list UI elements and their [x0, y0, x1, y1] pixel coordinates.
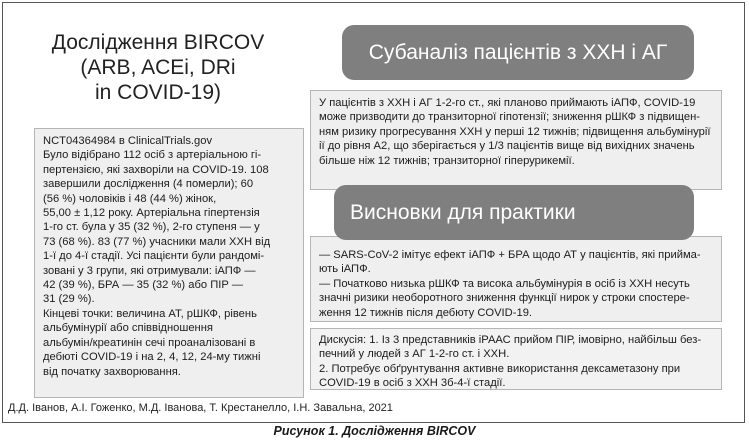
study-details-line: 73 (68 %). 83 (77 %) учасники мали ХХН від: [43, 235, 271, 248]
study-title: [8, 30, 308, 105]
study-details-line: (56 %) чоловіків і 48 (44 %) жінок,: [43, 192, 217, 205]
study-title-line-1: Дослідження BIRCOV: [51, 31, 265, 54]
study-details-line: 42 (39 %), БРА — 35 (32 %) або ПІР —: [43, 279, 244, 292]
study-details-line: NCT04364984 в ClinicalTrials.gov: [43, 135, 213, 147]
subanalysis-line: більше ніж 12 тижнів; транзиторної гіперурикемії.: [319, 154, 575, 167]
study-details-line: Кінцеві точки: величина АТ, рШКФ, рівень: [43, 307, 257, 320]
study-details-line: від початку захворювання.: [43, 365, 181, 378]
authors-credit: Д.Д. Іванов, А.І. Гоженко, М.Д. Іванова, Т. Крестанелло, І.Н. Завальна, 2021: [8, 402, 393, 414]
study-details-line: 31 (29 %).: [43, 293, 95, 306]
study-details-line: альбумінурії або співвідношення: [43, 322, 213, 335]
study-details-line: пертензією, які захворіли на COVID-19. 108: [43, 163, 269, 176]
conclusions-heading: Висновки для практики: [334, 185, 694, 240]
study-details-line: альбумін/креатинін сечі проаналізовані в: [43, 336, 256, 349]
study-details-line: 55,00 ± 1,12 року. Артеріальна гіпертензія: [43, 207, 260, 220]
subanalysis-heading: Субаналіз пацієнтів з ХХН і АГ: [342, 25, 694, 80]
study-title-line-3: in COVID-19): [94, 81, 222, 104]
discussion-line: печний у людей з АГ 1-2-го ст. і ХХН.: [319, 348, 510, 361]
study-details-line: дебюті COVID-19 і на 2, 4, 12, 24-му тижні: [43, 351, 261, 364]
study-title-line-2: (ARB, ACEi, DRi: [80, 56, 236, 79]
study-details-line: 1-го ст. була у 35 (32 %), 2-го ступеня — у: [43, 221, 260, 234]
study-details-line: Було відібрано 112 осіб з артеріальною гі-: [43, 149, 262, 162]
conclusions-line: значні ризики необоротного зниження функції нирок у строки спостере-: [319, 292, 690, 305]
study-details-line: зовані у 3 групи, які отримували: іАПФ —: [43, 264, 256, 277]
discussion-line: Дискусія: 1. Із 3 представників іРААС прийом ПІР, імовірно, найбільш без-: [319, 334, 702, 346]
study-details-box: [34, 128, 304, 398]
conclusions-line: — Початково низька рШКФ та висока альбумінурія в осіб із ХХН несуть: [319, 277, 690, 290]
subanalysis-line: може призводити до транзиторної гіпотензії; зниження рШКФ з підвищен-: [319, 111, 701, 124]
conclusions-line: ження 12 тижнів після дебюту COVID-19.: [319, 306, 533, 319]
discussion-box: [310, 328, 722, 390]
conclusions-line: — SARS-CoV-2 імітує ефект іАПФ + БРА щодо АТ у пацієнтів, які прийма-: [319, 249, 701, 261]
subanalysis-line: ням ризику прогресування ХХН у перші 12 тижнів; підвищення альбумінурії: [319, 125, 711, 138]
discussion-line: 2. Потребує обґрунтування активне використання дексаметазону при: [319, 362, 681, 375]
figure-caption: Рисунок 1. Дослідження BIRCOV: [273, 424, 476, 438]
subanalysis-box: [310, 90, 722, 190]
subanalysis-line: У пацієнтів з ХХН і АГ 1-2-го ст., які планово приймають іАПФ, COVID-19: [319, 97, 696, 109]
study-details-line: завершили дослідження (4 померли); 60: [43, 178, 254, 191]
study-details-line: 1-ї до 4-ї стадії. Усі пацієнти були рандомі-: [43, 250, 265, 263]
conclusions-line: ють іАПФ.: [319, 263, 371, 276]
subanalysis-line: ії до рівня А2, що зберігається у 1/3 пацієнтів вище від вихідних значень: [319, 140, 695, 153]
discussion-line: COVID-19 в осіб з ХХН 3б-4-ї стадії.: [319, 377, 506, 390]
conclusions-box: [310, 236, 722, 322]
